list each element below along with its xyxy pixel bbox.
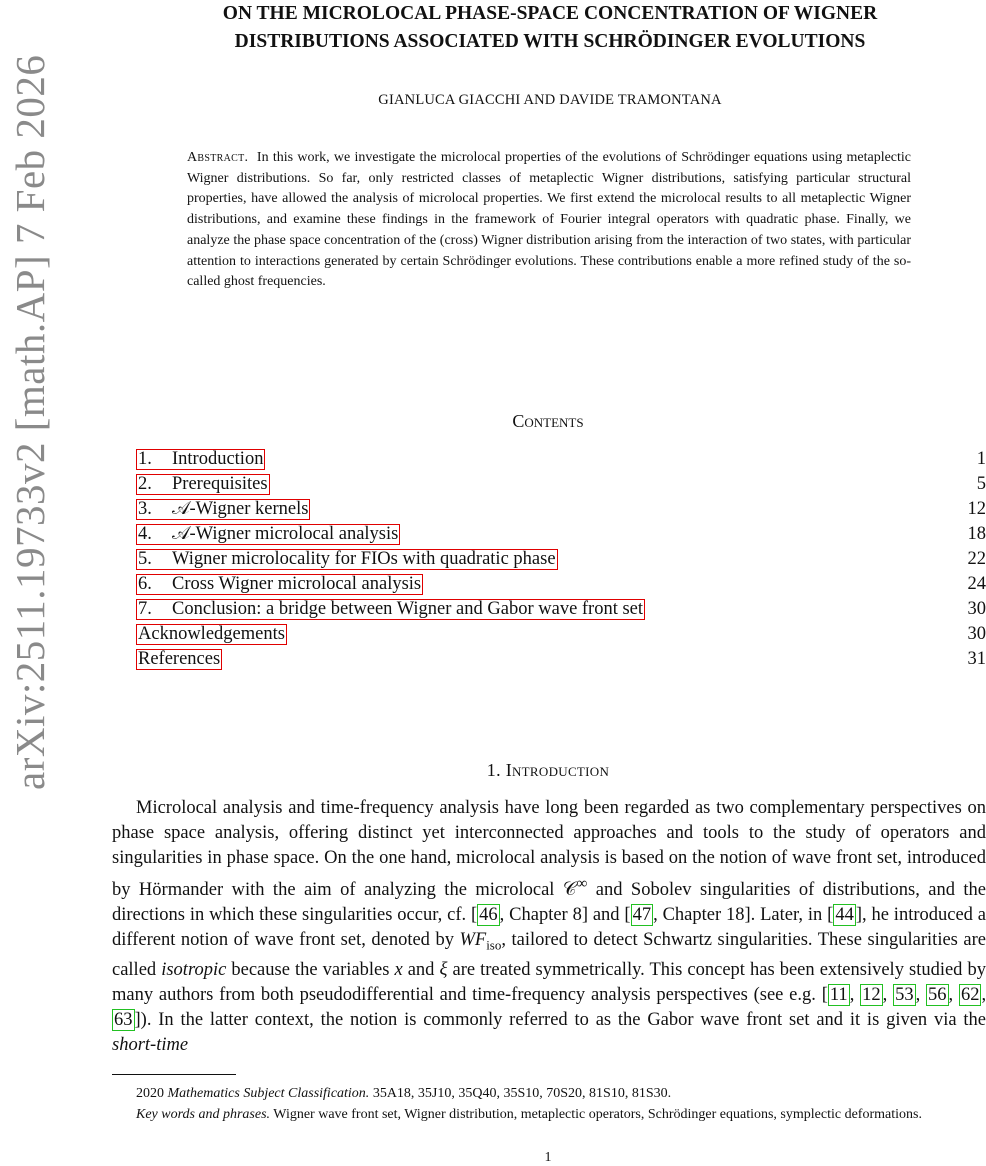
title-line-1: ON THE MICROLOCAL PHASE-SPACE CONCENTRATION OF WIGNER (140, 0, 960, 28)
toc-row (136, 647, 986, 672)
toc-page: 18 (968, 522, 986, 547)
title-line-2: DISTRIBUTIONS ASSOCIATED WITH SCHRÖDINGER EVOLUTIONS (140, 28, 960, 56)
toc-row (136, 597, 986, 622)
table-of-contents (136, 447, 986, 672)
footnote-msc: 2020 Mathematics Subject Classification. 35A18, 35J10, 35Q40, 35S10, 70S20, 81S10, 81S30. (112, 1084, 986, 1104)
citation-44[interactable]: 44 (833, 904, 856, 926)
footnote-keywords: Key words and phrases. Wigner wave front set, Wigner distribution, metaplectic operators, Schrödinger equations, symplectic deformations. (112, 1105, 986, 1125)
toc-row (136, 447, 986, 472)
toc-row (136, 572, 986, 597)
citation-12[interactable]: 12 (860, 984, 883, 1006)
citation-56[interactable]: 56 (926, 984, 949, 1006)
citation-47[interactable]: 47 (631, 904, 654, 926)
arxiv-identifier-stamp: arXiv:2511.19733v2 [math.AP] 7 Feb 2026 (0, 230, 60, 790)
toc-link-wigner-kernels[interactable]: 3. 𝒜-Wigner kernels (136, 499, 310, 520)
introduction-paragraph: Microlocal analysis and time-frequency analysis have long been regarded as two complementary perspectives on phase space analysis, offering distinct yet interconnected approaches and tools to the study of operators and singularities in phase space. On the one hand, microlocal analysis is based on the notion of wave front set, introduced by Hörmander with the aim of analyzing the microlocal 𝒞∞ and Sobolev singularities of distributions, and the directions in which these singularities occur, cf. [ 46 , Chapter 8] and [ 47 , Chapter 18]. Later, in [ 44 ], he introduced a different notion of wave front set, denoted by $WF_{iso}$, tailored to detect Schwartz singularities. These singularities are called isotropic because the variables x and ξ are treated symmetrically. This concept has been extensively studied by many authors from both pseudodifferential and time-frequency analysis perspectives (see e.g. [ 11 , 12 , 53 , 56 , 62 , 63 ]). In the latter context, the notion is commonly referred to as the Gabor wave front set and it is given via the short-time (112, 796, 986, 1058)
toc-page: 24 (968, 572, 986, 597)
toc-row (136, 522, 986, 547)
toc-link-prerequisites[interactable]: 2. Prerequisites (136, 474, 270, 495)
abstract (187, 148, 911, 293)
toc-link-acknowledgements[interactable]: Acknowledgements (136, 624, 287, 645)
citation-46[interactable]: 46 (477, 904, 500, 926)
toc-page: 22 (968, 547, 986, 572)
footnote-rule (112, 1074, 236, 1075)
abstract-label: Abstract. (187, 150, 248, 165)
toc-link-conclusion[interactable]: 7. Conclusion: a bridge between Wigner and Gabor wave front set (136, 599, 645, 620)
toc-link-references[interactable]: References (136, 649, 222, 670)
citation-53[interactable]: 53 (893, 984, 916, 1006)
toc-row (136, 497, 986, 522)
toc-row (136, 622, 986, 647)
toc-link-cross-wigner[interactable]: 6. Cross Wigner microlocal analysis (136, 574, 423, 595)
abstract-text: In this work, we investigate the microlocal properties of the evolutions of Schrödinger equations using metaplectic Wigner distributions. So far, only restricted classes of metaplectic Wigner distributions, satisfying particular structural properties, have allowed the analysis of microlocal properties. We first extend the microlocal results to all metaplectic Wigner distributions, and examine these findings in the framework of Fourier integral operators with quadratic phase. Finally, we analyze the phase space concentration of the (cross) Wigner distribution arising from the interaction of two states, with particular attention to interactions generated by certain Schrödinger evolutions. These contributions enable a more refined study of the so-called ghost frequencies. (187, 150, 911, 289)
toc-page: 5 (977, 472, 986, 497)
toc-page: 12 (968, 497, 986, 522)
citation-11[interactable]: 11 (828, 984, 850, 1006)
toc-row (136, 472, 986, 497)
contents-heading: Contents (0, 411, 986, 432)
toc-page: 1 (977, 447, 986, 472)
toc-page: 30 (968, 622, 986, 647)
authors: GIANLUCA GIACCHI AND DAVIDE TRAMONTANA (140, 92, 960, 109)
page-number: 1 (0, 1150, 986, 1166)
toc-page: 30 (968, 597, 986, 622)
paper-title (140, 0, 960, 56)
citation-63[interactable]: 63 (112, 1009, 135, 1031)
toc-page: 31 (968, 647, 986, 672)
toc-link-wigner-microlocal-analysis[interactable]: 4. 𝒜-Wigner microlocal analysis (136, 524, 400, 545)
toc-row (136, 547, 986, 572)
toc-link-introduction[interactable]: 1. Introduction (136, 449, 265, 470)
citation-62[interactable]: 62 (959, 984, 982, 1006)
toc-link-fio-microlocality[interactable]: 5. Wigner microlocality for FIOs with quadratic phase (136, 549, 558, 570)
section-heading-introduction: 1. Introduction (0, 760, 986, 781)
